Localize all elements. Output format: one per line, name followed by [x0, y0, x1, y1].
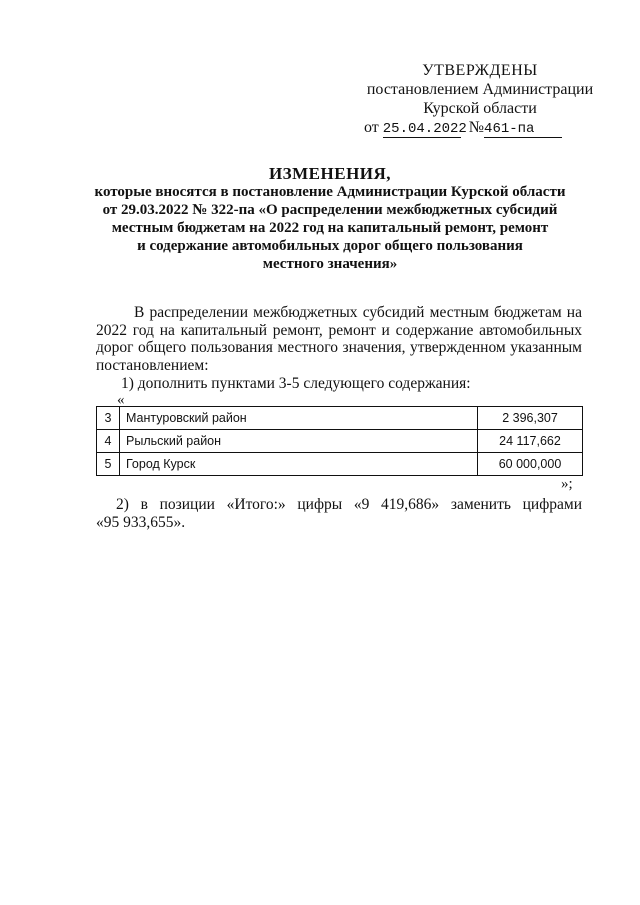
- subsidy-table: [96, 406, 583, 476]
- row-name: Рыльский район: [120, 430, 478, 453]
- item-2-line-1: 2) в позиции «Итого:» цифры «9 419,686» заменить цифрами: [116, 496, 582, 513]
- quote-open: «: [117, 392, 125, 408]
- table-row: [97, 453, 583, 476]
- row-name: Мантуровский район: [120, 407, 478, 430]
- date-prefix: от: [364, 119, 379, 136]
- quote-close: »;: [561, 476, 573, 492]
- subtitle-line: местного значения»: [262, 256, 398, 272]
- subtitle-line: местным бюджетам на 2022 год на капитальный ремонт, ремонт: [111, 220, 549, 236]
- row-name: Город Курск: [120, 453, 478, 476]
- item-2-line-2: «95 933,655».: [96, 513, 186, 531]
- approval-date-line: [360, 118, 600, 138]
- row-number: 4: [97, 430, 120, 453]
- approval-date: 25.04.2022: [382, 121, 467, 137]
- row-value: 2 396,307: [478, 407, 583, 430]
- table-row: [97, 407, 583, 430]
- number-prefix: №: [468, 119, 485, 136]
- row-number: 5: [97, 453, 120, 476]
- row-value: 24 117,662: [478, 430, 583, 453]
- subtitle-line: от 29.03.2022 № 322-па «О распределении межбюджетных субсидий: [102, 202, 558, 218]
- approval-stamp-block: [360, 61, 600, 138]
- item-1: 1) дополнить пунктами 3-5 следующего содержания:: [121, 375, 471, 392]
- approval-title: УТВЕРЖДЕНЫ: [422, 62, 538, 79]
- approval-line-2: Курской области: [423, 100, 537, 117]
- subtitle-line: которые вносятся в постановление Администрации Курской области: [94, 184, 566, 200]
- table-row: [97, 430, 583, 453]
- row-number: 3: [97, 407, 120, 430]
- changes-subtitle: [60, 183, 600, 273]
- changes-title: ИЗМЕНЕНИЯ,: [268, 164, 392, 183]
- approval-line-1: постановлением Администрации: [366, 81, 594, 98]
- approval-number: 461-па: [484, 121, 562, 138]
- paragraph-intro: В распределении межбюджетных субсидий местным бюджетам на 2022 год на капитальный ремонт, ремонт и содержание автомобильных дорог общего пользования местного значения, утвержденном указанным постановлением:: [96, 304, 582, 374]
- row-value: 60 000,000: [478, 453, 583, 476]
- subtitle-line: и содержание автомобильных дорог общего пользования: [137, 238, 523, 254]
- item-2: [96, 496, 582, 531]
